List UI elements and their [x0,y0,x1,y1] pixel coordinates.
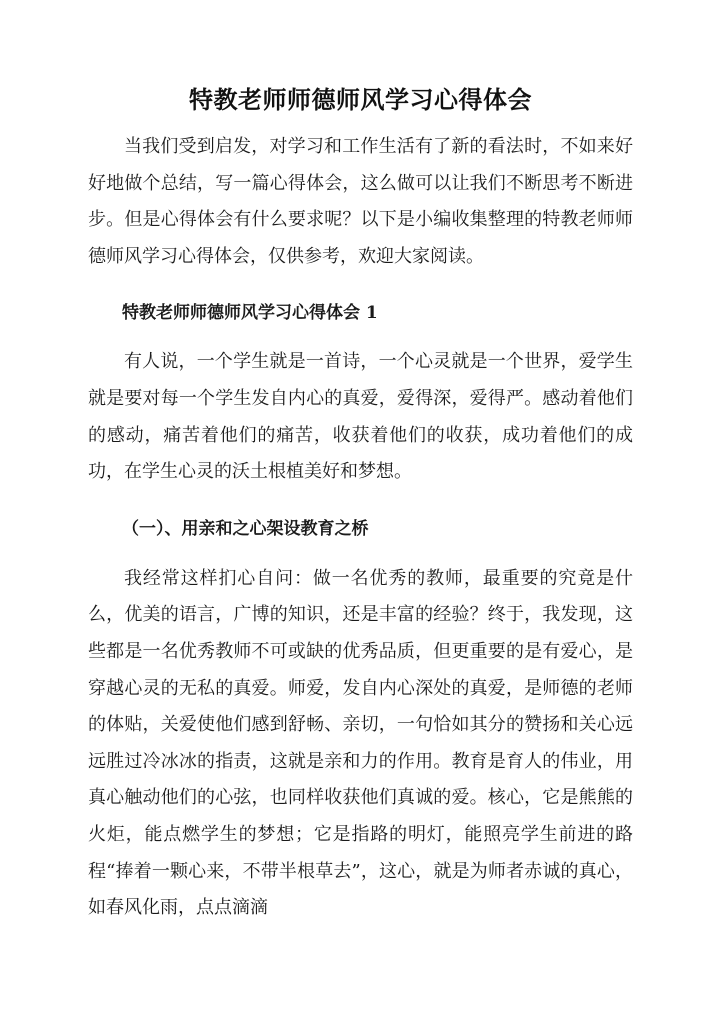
body-paragraph-1: 有人说，一个学生就是一首诗，一个心灵就是一个世界，爱学生就是要对每一个学生发自内心的真爱，爱得深，爱得严。感动着他们的感动，痛苦着他们的痛苦，收获着他们的收获，成功着他们的成功，在学生心灵的沃土根植美好和梦想。 [88,351,633,483]
section-heading: 特教老师师德师风学习心得体会 1 [122,303,378,324]
subsection-heading: （一）、用亲和之心架设教育之桥 [122,518,369,539]
intro-paragraph: 当我们受到启发，对学习和工作生活有了新的看法时，不如来好好地做个总结，写一篇心得体会，这么做可以让我们不断思考不断进步。但是心得体会有什么要求呢？以下是小编收集整理的特教老师师德师风学习心得体会，仅供参考，欢迎大家阅读。 [88,136,633,267]
body-paragraph-2: 我经常这样扪心自问：做一名优秀的教师，最重要的究竟是什么，优美的语言，广博的知识，还是丰富的经验？终于，我发现，这些都是一名优秀教师不可或缺的优秀品质，但更重要的是有爱心，是穿越心灵的无私的真爱。师爱，发自内心深处的真爱，是师德的老师的体贴，关爱使他们感到舒畅、亲切，一句恰如其分的赞扬和关心远远胜过冷冰冰的指责，这就是亲和力的作用。教育是育人的伟业，用真心触动他们的心弦，也同样收获他们真诚的爱。核心，它是熊熊的火炬，能点燃学生的梦想；它是指路的明灯，能照亮学生前进的路程“捧着一颗心来，不带半根草去”，这心，就是为师者赤诚的真心，如春风化雨，点点滴滴 [88,567,633,919]
document-title: 特教老师师德师风学习心得体会 [189,85,532,114]
document-page [88,80,633,927]
